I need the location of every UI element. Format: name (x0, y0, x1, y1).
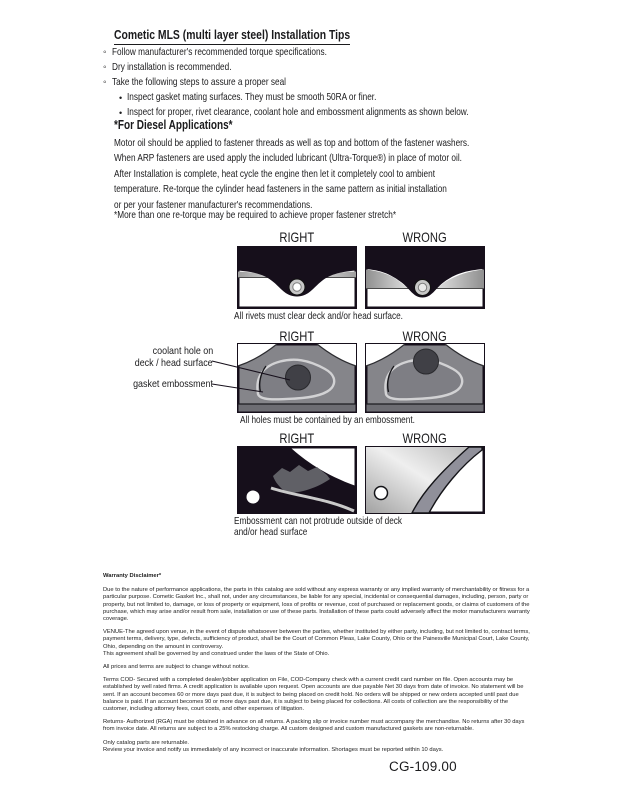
diesel-heading: *For Diesel Applications* (114, 118, 233, 132)
diesel-paragraph-1: Motor oil should be applied to fastener threads as well as top and bottom of the fastener washers. When ARP fasteners are used apply the included lubricant (Ultra-Torque®) in place of motor oil. (114, 138, 470, 165)
disclaimer-paragraph: Terms COD- Secured with a completed dealer/jobber application on File, COD-Company check with a current credit card number on file. Open accounts may be established by well rated firms. A credit application is available upon request. Open accounts are due payable Net 30 days from date of invoice. No statement will be sent. If an account becomes 60 or more days past due, it is subject to being placed on credit hold. No orders will be shipped or new orders accepted until past due balance is paid. If an account becomes 90 or more days past due, it is subject to being placed for collections. All costs of collection are the responsibility of the customer, including attorney fees, court costs, and other expenses of litigation. (103, 677, 524, 713)
filled-bullet-icon: • (119, 108, 123, 118)
coolant-hole-label: coolant hole on deck / head surface (135, 345, 213, 369)
page-code: CG-109.00 (389, 759, 457, 774)
fig2-caption: All holes must be contained by an embossment. (240, 415, 415, 426)
bullet-text: Follow manufacturer's recommended torque specifications. (112, 47, 327, 58)
fig1-right-illustration (237, 246, 357, 309)
disclaimer-paragraph: All prices and terms are subject to change without notice. (103, 664, 250, 671)
disclaimer-paragraph: Returns- Authorized (RGA) must be obtained in advance on all returns. A packing slip or invoice number must accompany the merchandise. No returns after 30 days from invoice date. All returns are subject to a 25% restocking charge. All custom designed and custom manufactured gaskets are non-returnable. (103, 719, 525, 733)
bullet-text: Take the following steps to assure a proper seal (112, 77, 287, 88)
disclaimer-paragraph: VENUE-The agreed upon venue, in the event of dispute whatsoever between the parties, whether instituted by either party, including, but not limited to, contract terms, payment terms, delivery, type, defects, sufficiency of product, shall be the Court of Common Pleas, Lake County, Ohio or the Painesville Municipal Court, Lake County, Ohio, depending on the amount in controversy. (103, 629, 530, 650)
fig2-right-label: RIGHT (279, 328, 315, 344)
fig3-wrong-illustration (365, 446, 485, 514)
bolt-hole (375, 487, 388, 500)
sub-bullet-text: Inspect for proper, rivet clearance, coolant hole and embossment alignments as shown below. (127, 107, 469, 118)
open-bullet-icon: ◦ (103, 77, 107, 88)
fig1-right-label: RIGHT (279, 229, 315, 245)
fig1-caption: All rivets must clear deck and/or head surface. (234, 311, 403, 322)
fig3-wrong-label: WRONG (402, 430, 448, 446)
warranty-disclaimer (103, 573, 533, 754)
fig3-right-label: RIGHT (279, 430, 315, 446)
disclaimer-paragraph: Only catalog parts are returnable. (103, 739, 190, 746)
diesel-paragraph-2: After Installation is complete, heat cycle the engine then let it completely cool to ambient temperature. Re-torque the cylinder head fasteners in the same pattern as initial installation or per your fastener manufacturer's recommendations. (114, 169, 447, 211)
coolant-hole (414, 349, 439, 374)
sub-bullet-item (119, 92, 439, 107)
retorque-note: *More than one re-torque may be required to achieve proper fastener stretch* (114, 210, 397, 221)
bullet-item (103, 77, 330, 92)
bullet-item (103, 62, 261, 77)
filled-bullet-icon: • (119, 93, 123, 103)
bullet-item (103, 47, 381, 62)
sub-bullet-text: Inspect gasket mating surfaces. They must be smooth 50RA or finer. (127, 92, 377, 103)
disclaimer-paragraph: This agreement shall be governed by and construed under the laws of the State of Ohio. (103, 650, 330, 657)
rivet-icon (415, 280, 431, 296)
disclaimer-paragraph: Review your invoice and notify us immediately of any incorrect or inaccurate information. Shortages must be reported within 10 days. (103, 746, 444, 753)
gasket-embossment-label: gasket embossment (133, 378, 213, 390)
fig2-wrong-label: WRONG (402, 328, 448, 344)
disclaimer-paragraph: Due to the nature of performance applications, the parts in this catalog are sold without any express warranty or any implied warranty of merchantability or fitness for a particular purpose. Cometic Gasket Inc., shall not, under any circumstances, be liable for any special, incidental or consequential damages, including, person, party or property, but not limited to, damage, or loss of property or equipment, loss of profits or revenue, cost of purchased or replacement goods, or claims of customers of the purchase, which may arise and/or result from sale, installation or use of these parts. Installation of these parts could adversely affect the motor manufacturers warranty coverage. (103, 587, 530, 623)
fig2-wrong-illustration (365, 343, 485, 413)
open-bullet-icon: ◦ (103, 47, 107, 58)
fig1-wrong-illustration (365, 246, 485, 309)
bullet-text: Dry installation is recommended. (112, 62, 232, 73)
disclaimer-heading: Warranty Disclaimer* (103, 573, 162, 579)
open-bullet-icon: ◦ (103, 62, 107, 73)
rivet-icon (289, 279, 305, 295)
fig3-right-illustration (237, 446, 357, 514)
leader-lines (208, 352, 303, 397)
fig1-wrong-label: WRONG (402, 229, 448, 245)
fig3-caption: Embossment can not protrude outside of deck and/or head surface (234, 516, 403, 538)
page-title-text: Cometic MLS (multi layer steel) Installation Tips (114, 27, 350, 45)
page-title (114, 27, 409, 45)
bolt-hole (247, 491, 260, 504)
